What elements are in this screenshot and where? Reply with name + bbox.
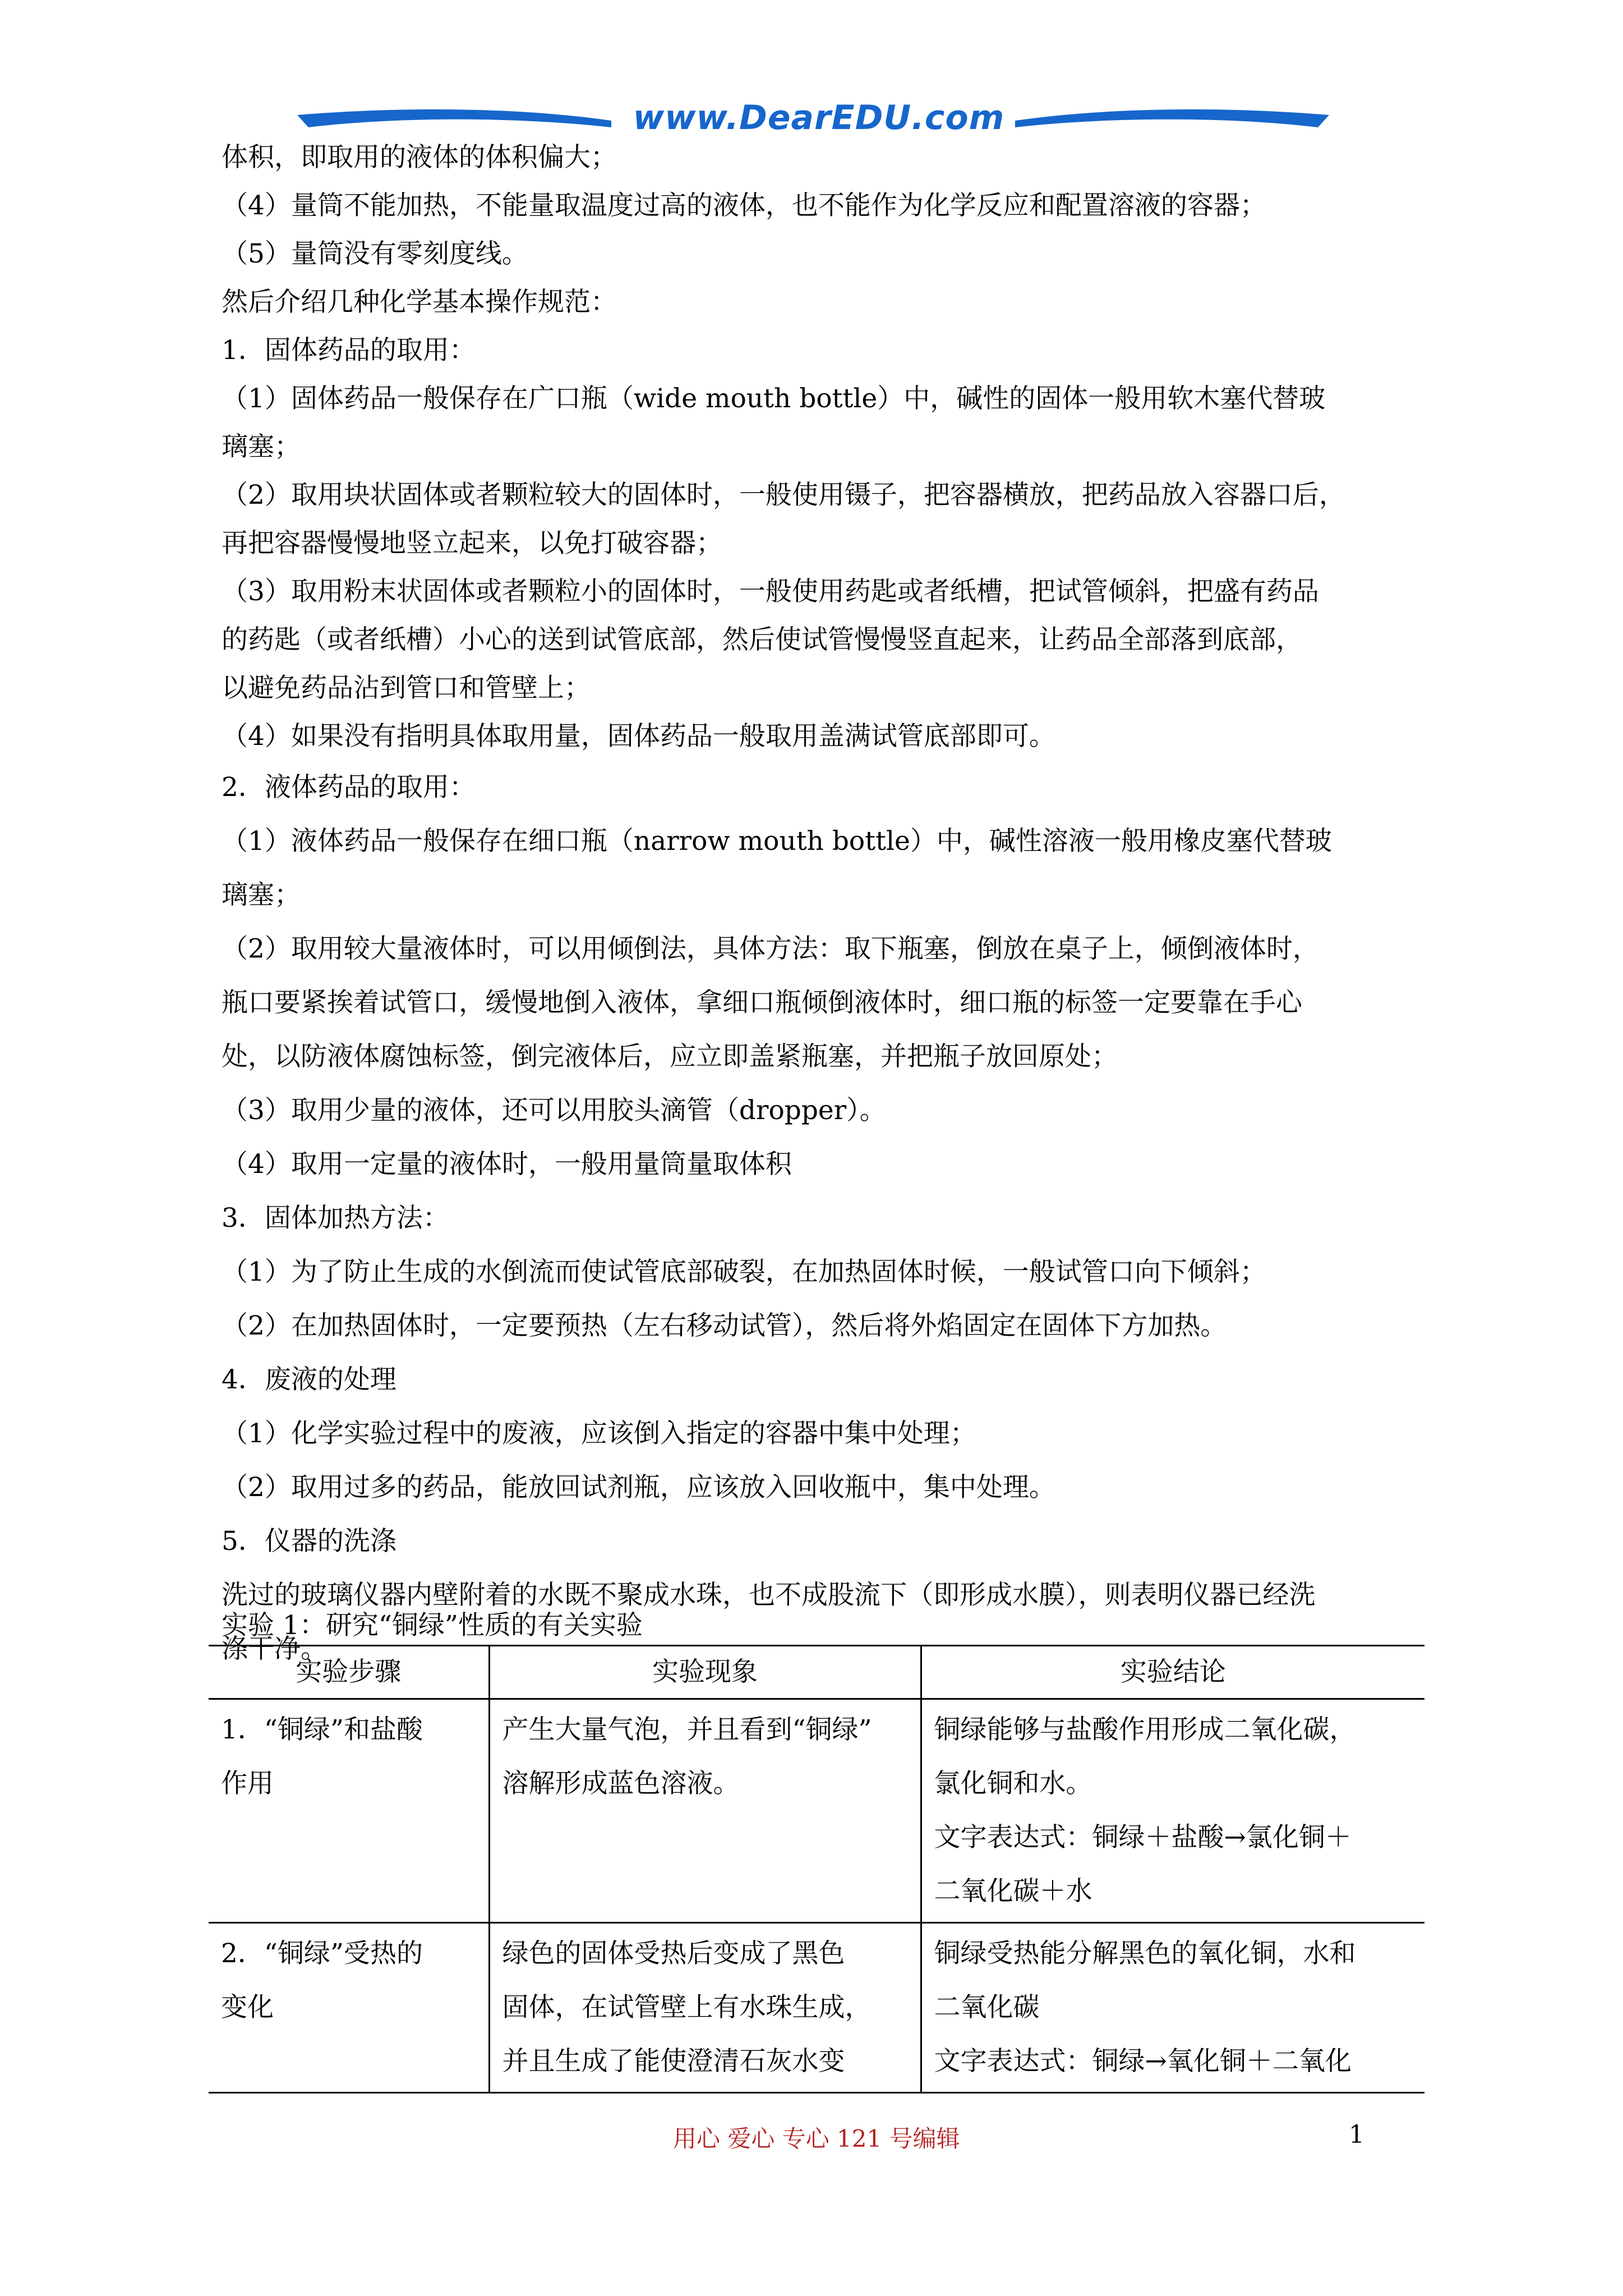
text-line: 瓶口要紧挨着试管口，缓慢地倒入液体，拿细口瓶倾倒液体时，细口瓶的标签一定要靠在手心 — [222, 987, 1302, 1018]
cell-line: 固体，在试管壁上有水珠生成， — [502, 1992, 872, 2023]
text-line: 处，以防液体腐蚀标签，倒完液体后，应立即盖紧瓶塞，并把瓶子放回原处； — [222, 1041, 1118, 1072]
text-line: （4）量筒不能加热，不能量取温度过高的液体，也不能作为化学反应和配置溶液的容器； — [222, 190, 1266, 221]
text-line: （1）固体药品一般保存在广口瓶（wide mouth bottle）中，碱性的固体一般用软木塞代替玻 — [222, 383, 1326, 414]
column-header: 实验现象 — [489, 1646, 921, 1699]
site-url: www.DearEDU.com — [633, 98, 1005, 137]
column-header: 实验步骤 — [209, 1646, 489, 1699]
cell-line: 产生大量气泡，并且看到“铜绿” — [502, 1714, 872, 1745]
section-heading: 1．固体药品的取用： — [222, 335, 476, 366]
table-row — [209, 1923, 1424, 2093]
table-row — [209, 1699, 1424, 1923]
text-line: （1）液体药品一般保存在细口瓶（narrow mouth bottle）中，碱性溶液一般用橡皮塞代替玻 — [222, 826, 1332, 857]
text-line: （1）化学实验过程中的废液，应该倒入指定的容器中集中处理； — [222, 1418, 976, 1449]
experiment-table — [209, 1645, 1424, 2093]
text-line: （1）为了防止生成的水倒流而使试管底部破裂，在加热固体时候，一般试管口向下倾斜； — [222, 1257, 1266, 1287]
cell-line: 并且生成了能使澄清石灰水变 — [502, 2046, 845, 2077]
cell-line: 二氧化碳＋水 — [934, 1876, 1092, 1907]
text-line: 璃塞； — [222, 431, 301, 462]
conclusion-cell — [921, 1699, 1424, 1923]
cell-line: 氯化铜和水。 — [934, 1768, 1092, 1799]
document-body — [222, 134, 1422, 1676]
column-header: 实验结论 — [921, 1646, 1424, 1699]
text-line: 然后介绍几种化学基本操作规范： — [222, 287, 617, 318]
cell-line: 溶解形成蓝色溶液。 — [502, 1768, 740, 1799]
page-footer: 用心 爱心 专心 121 号编辑 — [673, 2125, 960, 2152]
phenomenon-cell — [489, 1923, 921, 2093]
conclusion-cell — [921, 1923, 1424, 2093]
cell-line: 文字表达式：铜绿＋盐酸→氯化铜＋ — [934, 1822, 1352, 1853]
table-header-row — [209, 1646, 1424, 1699]
cell-line: 二氧化碳 — [934, 1992, 1040, 2023]
step-cell — [209, 1923, 489, 2093]
cell-line: 文字表达式：铜绿→氧化铜＋二氧化 — [934, 2046, 1352, 2077]
text-line: 的药匙（或者纸槽）小心的送到试管底部，然后使试管慢慢竖直起来，让药品全部落到底部， — [222, 624, 1302, 655]
text-line: 涤干净。 — [222, 1634, 327, 1664]
text-line: （4）如果没有指明具体取用量，固体药品一般取用盖满试管底部即可。 — [222, 721, 1055, 752]
cell-line: 作用 — [221, 1768, 274, 1799]
section-heading: 4．废液的处理 — [222, 1364, 396, 1395]
section-heading: 5．仪器的洗涤 — [222, 1526, 396, 1557]
text-line: （3）取用少量的液体，还可以用胶头滴管（dropper）。 — [222, 1095, 886, 1126]
cell-line: 铜绿受热能分解黑色的氧化铜，水和 — [934, 1938, 1356, 1969]
table-title: 实验 1：研究“铜绿”性质的有关实验 — [222, 1610, 643, 1641]
text-line: 洗过的玻璃仪器内壁附着的水既不聚成水珠，也不成股流下（即形成水膜），则表明仪器已经洗 — [222, 1580, 1316, 1611]
cell-line: 变化 — [221, 1992, 274, 2023]
section-heading: 2．液体药品的取用： — [222, 772, 476, 803]
step-cell — [209, 1699, 489, 1923]
text-line: 以避免药品沾到管口和管壁上； — [222, 673, 591, 703]
text-line: （2）在加热固体时，一定要预热（左右移动试管），然后将外焰固定在固体下方加热。 — [222, 1310, 1227, 1341]
section-heading: 3．固体加热方法： — [222, 1203, 449, 1234]
text-line: （3）取用粉末状固体或者颗粒小的固体时，一般使用药匙或者纸槽，把试管倾斜，把盛有药品 — [222, 576, 1319, 607]
text-line: （5）量筒没有零刻度线。 — [222, 238, 528, 269]
text-line: （4）取用一定量的液体时，一般用量筒量取体积 — [222, 1149, 792, 1180]
cell-line: 铜绿能够与盐酸作用形成二氧化碳， — [934, 1714, 1356, 1745]
phenomenon-cell — [489, 1699, 921, 1923]
text-line: 再把容器慢慢地竖立起来，以免打破容器； — [222, 528, 722, 559]
text-line: （2）取用过多的药品，能放回试剂瓶，应该放入回收瓶中，集中处理。 — [222, 1472, 1055, 1503]
text-line: 体积，即取用的液体的体积偏大； — [222, 142, 617, 173]
cell-line: 绿色的固体受热后变成了黑色 — [502, 1938, 845, 1969]
cell-line: 2．“铜绿”受热的 — [221, 1938, 423, 1969]
text-line: （2）取用块状固体或者颗粒较大的固体时，一般使用镊子，把容器横放，把药品放入容器口后， — [222, 480, 1345, 510]
text-line: （2）取用较大量液体时，可以用倾倒法，具体方法：取下瓶塞，倒放在桌子上，倾倒液体时， — [222, 933, 1319, 964]
text-line: 璃塞； — [222, 880, 301, 910]
cell-line: 1．“铜绿”和盐酸 — [221, 1714, 423, 1745]
page-number: 1 — [1349, 2120, 1364, 2149]
